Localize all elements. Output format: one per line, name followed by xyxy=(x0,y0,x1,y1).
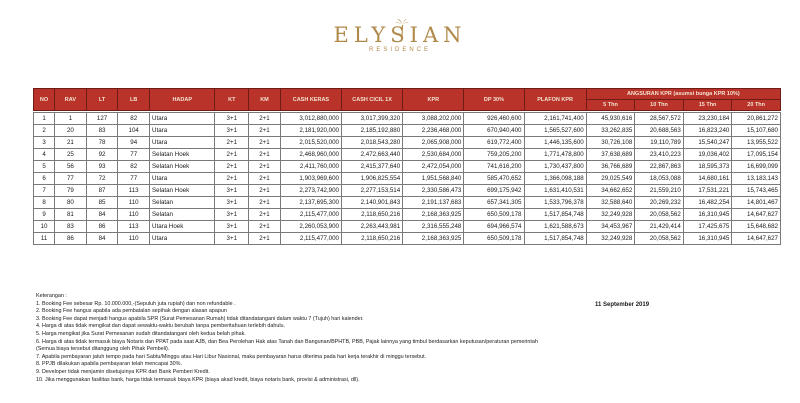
table-cell: 20,861,272 xyxy=(732,113,781,125)
table-cell: 77 xyxy=(118,173,150,185)
table-row xyxy=(34,233,781,245)
table-cell: 1,631,410,531 xyxy=(524,185,586,197)
table-cell: 15,107,680 xyxy=(732,125,781,137)
table-cell: 1,951,568,840 xyxy=(403,173,464,185)
table-cell: 2,277,153,514 xyxy=(342,185,403,197)
table-cell: Selatan Hoek xyxy=(150,149,215,161)
table-cell: 741,616,200 xyxy=(464,161,524,173)
table-cell: 9 xyxy=(34,209,55,221)
table-cell: 1 xyxy=(34,113,55,125)
table-cell: 2,260,053,900 xyxy=(280,221,341,233)
table-cell: 22,867,863 xyxy=(635,161,684,173)
table-cell: 16,310,945 xyxy=(683,209,732,221)
table-row xyxy=(34,161,781,173)
table-cell: 2,115,477,000 xyxy=(280,233,341,245)
col-header-group: ANGSURAN KPR (asumsi bunga KPR 10%) xyxy=(586,89,780,100)
table-cell: Selatan xyxy=(150,197,215,209)
table-cell: 8 xyxy=(34,197,55,209)
col-header: PLAFON KPR xyxy=(524,89,586,111)
table-cell: 2 xyxy=(34,125,55,137)
table-header-row xyxy=(34,89,781,100)
table-cell: 2,185,192,880 xyxy=(342,125,403,137)
table-cell: 3+1 xyxy=(215,197,249,209)
table-cell: 21 xyxy=(55,137,87,149)
note-item: 10. Jika menggunakan fasilitas bank, harga tidak termasuk biaya KPR (biaya akad kredit, biaya notaris bank, provisi & administrasi, dll). xyxy=(36,376,360,383)
table-cell: 2+1 xyxy=(249,125,281,137)
table-cell: 2+1 xyxy=(249,197,281,209)
table-cell: 80 xyxy=(55,197,87,209)
table-cell: 92 xyxy=(86,149,118,161)
table-cell: 1,771,478,800 xyxy=(524,149,586,161)
col-subheader: 5 Thn xyxy=(586,100,635,111)
table-cell: 657,341,305 xyxy=(464,197,524,209)
table-cell: 2,161,741,400 xyxy=(524,113,586,125)
table-cell: 23,230,184 xyxy=(683,113,732,125)
table-cell: 1,366,098,188 xyxy=(524,173,586,185)
table-cell: 3+1 xyxy=(215,125,249,137)
table-cell: 11 xyxy=(34,233,55,245)
table-cell: 19,036,402 xyxy=(683,149,732,161)
table-cell: 30,726,108 xyxy=(586,137,635,149)
col-header: LB xyxy=(118,89,150,111)
table-cell: 7 xyxy=(34,185,55,197)
table-cell: 2+1 xyxy=(215,161,249,173)
brand-name: ELYSIAN xyxy=(333,23,467,47)
table-cell: 2,316,555,248 xyxy=(403,221,464,233)
col-header: DP 30% xyxy=(464,89,524,111)
table-cell: 14,801,467 xyxy=(732,197,781,209)
table-cell: 127 xyxy=(86,113,118,125)
table-cell: 4 xyxy=(34,149,55,161)
table-cell: 2,263,443,981 xyxy=(342,221,403,233)
table-cell: 20,058,562 xyxy=(635,209,684,221)
note-item: 5. Harga mengikat jika Surat Pemesanan sudah ditandatangani oleh kedua belah pihak. xyxy=(36,330,246,337)
col-header: CASH CICIL 1X xyxy=(342,89,403,111)
table-cell: 78 xyxy=(86,137,118,149)
table-cell: 2,018,543,280 xyxy=(342,137,403,149)
table-cell: 3+1 xyxy=(215,209,249,221)
table-row xyxy=(34,125,781,137)
table-cell: 87 xyxy=(86,185,118,197)
table-cell: Utara xyxy=(150,233,215,245)
table-cell: 32,249,928 xyxy=(586,209,635,221)
table-cell: 94 xyxy=(118,137,150,149)
table-cell: 3+1 xyxy=(215,113,249,125)
table-cell: 14,647,627 xyxy=(732,233,781,245)
table-cell: 2+1 xyxy=(249,185,281,197)
note-item: 1. Booking Fee sebesar Rp. 10.000.000,-(Sepuluh juta rupiah) dan non refundable . xyxy=(36,300,236,307)
col-header: KM xyxy=(249,89,281,111)
table-cell: 2,140,901,843 xyxy=(342,197,403,209)
table-row xyxy=(34,197,781,209)
table-cell: 29,025,549 xyxy=(586,173,635,185)
table-cell: 2,168,363,925 xyxy=(403,209,464,221)
table-cell: Selatan xyxy=(150,209,215,221)
table-cell: 2+1 xyxy=(249,173,281,185)
table-row xyxy=(34,137,781,149)
col-header: CASH KERAS xyxy=(280,89,341,111)
table-cell: 45,930,616 xyxy=(586,113,635,125)
table-cell: 2,273,742,900 xyxy=(280,185,341,197)
table-cell: 84 xyxy=(86,209,118,221)
table-cell: 33,262,835 xyxy=(586,125,635,137)
table-cell: 83 xyxy=(55,221,87,233)
table-cell: 18,595,373 xyxy=(683,161,732,173)
table-cell: 85 xyxy=(86,197,118,209)
table-cell: 2,065,908,000 xyxy=(403,137,464,149)
table-cell: 113 xyxy=(118,185,150,197)
note-item: 8. PPJB dilakukan apabila pembayaran telah mencapai 30%. xyxy=(36,361,182,368)
table-cell: 110 xyxy=(118,233,150,245)
table-cell: 72 xyxy=(86,173,118,185)
table-cell: 2+1 xyxy=(215,173,249,185)
table-cell: 13,183,143 xyxy=(732,173,781,185)
table-cell: 2,411,760,000 xyxy=(280,161,341,173)
table-cell: 1,565,527,600 xyxy=(524,125,586,137)
note-item: (Semua biaya tersebut ditanggung oleh Pihak Pembeli). xyxy=(36,346,170,353)
table-cell: 110 xyxy=(118,209,150,221)
table-cell: 1,533,796,378 xyxy=(524,197,586,209)
table-body xyxy=(34,113,781,245)
table-cell: Utara xyxy=(150,173,215,185)
table-cell: 670,940,400 xyxy=(464,125,524,137)
table-cell: 23,410,223 xyxy=(635,149,684,161)
table-cell: 2+1 xyxy=(249,149,281,161)
table-cell: 77 xyxy=(118,149,150,161)
table-cell: Selatan Hoek xyxy=(150,161,215,173)
table-cell: 3+1 xyxy=(215,221,249,233)
table-cell: 17,095,154 xyxy=(732,149,781,161)
table-cell: 2,015,520,000 xyxy=(280,137,341,149)
table-cell: 32,588,640 xyxy=(586,197,635,209)
col-subheader: 10 Thn xyxy=(635,100,684,111)
table-cell: 20 xyxy=(55,125,87,137)
price-table xyxy=(33,88,781,245)
table-cell: 16,310,945 xyxy=(683,233,732,245)
table-cell: 2+1 xyxy=(249,161,281,173)
table-cell: 77 xyxy=(55,173,87,185)
table-cell: 15,648,682 xyxy=(732,221,781,233)
table-cell: 10 xyxy=(34,221,55,233)
table-cell: 20,688,563 xyxy=(635,125,684,137)
table-cell: Selatan Hoek xyxy=(150,185,215,197)
table-cell: 28,567,572 xyxy=(635,113,684,125)
table-cell: 17,531,221 xyxy=(683,185,732,197)
logo xyxy=(0,10,800,53)
col-header: LT xyxy=(86,89,118,111)
table-cell: 2,191,137,683 xyxy=(403,197,464,209)
table-cell: 2,118,650,216 xyxy=(342,209,403,221)
notes-list xyxy=(36,301,636,385)
table-cell: 16,823,240 xyxy=(683,125,732,137)
table-cell: 2+1 xyxy=(249,137,281,149)
table-cell: 2+1 xyxy=(215,137,249,149)
table-cell: 619,772,400 xyxy=(464,137,524,149)
table-cell: 2,118,650,216 xyxy=(342,233,403,245)
table-cell: 1,517,854,748 xyxy=(524,209,586,221)
table-cell: 17,425,675 xyxy=(683,221,732,233)
table-cell: 6 xyxy=(34,173,55,185)
table-cell: 650,509,178 xyxy=(464,209,524,221)
table-cell: 81 xyxy=(55,209,87,221)
table-cell: 15,743,465 xyxy=(732,185,781,197)
table-cell: 3,017,399,320 xyxy=(342,113,403,125)
table-row xyxy=(34,113,781,125)
table-cell: 2,330,586,473 xyxy=(403,185,464,197)
table-cell: 14,680,161 xyxy=(683,173,732,185)
table-cell: 1,446,135,600 xyxy=(524,137,586,149)
table-cell: 104 xyxy=(118,125,150,137)
table-cell: 2,415,377,640 xyxy=(342,161,403,173)
table-cell: 1,730,437,800 xyxy=(524,161,586,173)
table-cell: 2,468,960,000 xyxy=(280,149,341,161)
table-cell: 113 xyxy=(118,221,150,233)
table-cell: 34,453,967 xyxy=(586,221,635,233)
table-cell: 2,181,920,000 xyxy=(280,125,341,137)
table-cell: 56 xyxy=(55,161,87,173)
notes xyxy=(36,293,636,384)
table-cell: 34,662,652 xyxy=(586,185,635,197)
col-header: KPR xyxy=(403,89,464,111)
table-cell: 5 xyxy=(34,161,55,173)
table-cell: 2+1 xyxy=(215,149,249,161)
note-item: 3. Booking Fee dapat menjadi hangus apabila SPR (Surat Pemesanan Rumah) tidak ditandatangani dalam waktu 7 (Tujuh) hari kalender. xyxy=(36,315,364,322)
table-cell: 1,621,588,673 xyxy=(524,221,586,233)
col-header: RAV xyxy=(55,89,87,111)
table-cell: Utara xyxy=(150,113,215,125)
note-item: 7. Apabila pembayaran jatuh tempo pada hari Sabtu/Minggu atau Hari Libur Nasional, maka pembayaran harus diterima pada hari kerja terakhir di minggu tersebut. xyxy=(36,353,427,360)
table-cell: 32,249,928 xyxy=(586,233,635,245)
table-cell: 2+1 xyxy=(249,113,281,125)
table-cell: 21,559,210 xyxy=(635,185,684,197)
table-cell: 2+1 xyxy=(249,209,281,221)
document-date: 11 September 2019 xyxy=(595,302,650,308)
notes-title: Keterangan : xyxy=(36,293,67,299)
table-cell: 19,110,789 xyxy=(635,137,684,149)
table-row xyxy=(34,221,781,233)
table-cell: 84 xyxy=(86,233,118,245)
table-cell: 3,012,880,000 xyxy=(280,113,341,125)
table-row xyxy=(34,149,781,161)
table-cell: Utara Hoek xyxy=(150,221,215,233)
table-cell: 86 xyxy=(55,233,87,245)
table-cell: 37,638,689 xyxy=(586,149,635,161)
table-cell: 699,175,942 xyxy=(464,185,524,197)
table-cell: 3,088,202,000 xyxy=(403,113,464,125)
table-cell: 2,115,477,000 xyxy=(280,209,341,221)
table-cell: 3+1 xyxy=(215,233,249,245)
table-cell: 15,540,247 xyxy=(683,137,732,149)
table-cell: 1,906,825,554 xyxy=(342,173,403,185)
table-cell: 25 xyxy=(55,149,87,161)
table-cell: 86 xyxy=(86,221,118,233)
table-cell: 2,137,695,300 xyxy=(280,197,341,209)
table-cell: 2+1 xyxy=(249,221,281,233)
table-cell: 79 xyxy=(55,185,87,197)
brand-subtitle: RESIDENCE xyxy=(368,47,431,53)
note-item: 6. Harga di atas tidak termasuk biaya Notaris dan PPAT pada saat AJB, dan Bea Perolehan Hak atas Tanah dan Bangunan/BPHTB, PBB, Pajak lainnya yang timbul berdasarkan keputusan/peraturan pemerintah xyxy=(36,338,538,345)
palm-tree-icon xyxy=(395,18,409,36)
table-cell: 1 xyxy=(55,113,87,125)
table-cell: 13,955,522 xyxy=(732,137,781,149)
table-cell: Utara xyxy=(150,137,215,149)
table-cell: 93 xyxy=(86,161,118,173)
table-cell: 1,903,969,600 xyxy=(280,173,341,185)
table-cell: 694,966,574 xyxy=(464,221,524,233)
table-cell: 2,472,054,000 xyxy=(403,161,464,173)
table-cell: 759,205,200 xyxy=(464,149,524,161)
table-cell: 16,482,254 xyxy=(683,197,732,209)
table-cell: 16,699,099 xyxy=(732,161,781,173)
note-item: 9. Developer tidak menjamin disetujuinya KPR dari Bank Pemberi Kredit. xyxy=(36,368,210,375)
note-item: 2. Booking Fee hangus apabila ada pembatalan sepihak dengan alasan apapun xyxy=(36,308,227,315)
table-cell: 2,168,363,925 xyxy=(403,233,464,245)
table-cell: 82 xyxy=(118,113,150,125)
table-cell: 20,269,232 xyxy=(635,197,684,209)
table-cell: 3+1 xyxy=(215,185,249,197)
table-cell: 20,058,562 xyxy=(635,233,684,245)
col-header: KT xyxy=(215,89,249,111)
table-cell: 14,647,627 xyxy=(732,209,781,221)
table-cell: 650,509,178 xyxy=(464,233,524,245)
table-cell: 2,472,663,440 xyxy=(342,149,403,161)
col-header: NO xyxy=(34,89,55,111)
table-cell: Utara xyxy=(150,125,215,137)
table-cell: 2,530,684,000 xyxy=(403,149,464,161)
table-row xyxy=(34,209,781,221)
table-cell: 926,460,600 xyxy=(464,113,524,125)
col-subheader: 20 Thn xyxy=(732,100,781,111)
table-cell: 1,517,854,748 xyxy=(524,233,586,245)
table-cell: 82 xyxy=(118,161,150,173)
table-cell: 2+1 xyxy=(249,233,281,245)
col-header: HADAP xyxy=(150,89,215,111)
col-subheader: 15 Thn xyxy=(683,100,732,111)
table-cell: 110 xyxy=(118,197,150,209)
table-cell: 2,236,468,000 xyxy=(403,125,464,137)
table-row xyxy=(34,173,781,185)
table-cell: 21,429,414 xyxy=(635,221,684,233)
table-cell: 18,053,088 xyxy=(635,173,684,185)
table-cell: 36,766,689 xyxy=(586,161,635,173)
table-cell: 3 xyxy=(34,137,55,149)
note-item: 4. Harga di atas tidak mengikat dan dapat sewaktu-waktu berubah tanpa pemberitahuan terlebih dahulu. xyxy=(36,323,286,330)
table-cell: 585,470,652 xyxy=(464,173,524,185)
table-row xyxy=(34,185,781,197)
table-cell: 83 xyxy=(86,125,118,137)
